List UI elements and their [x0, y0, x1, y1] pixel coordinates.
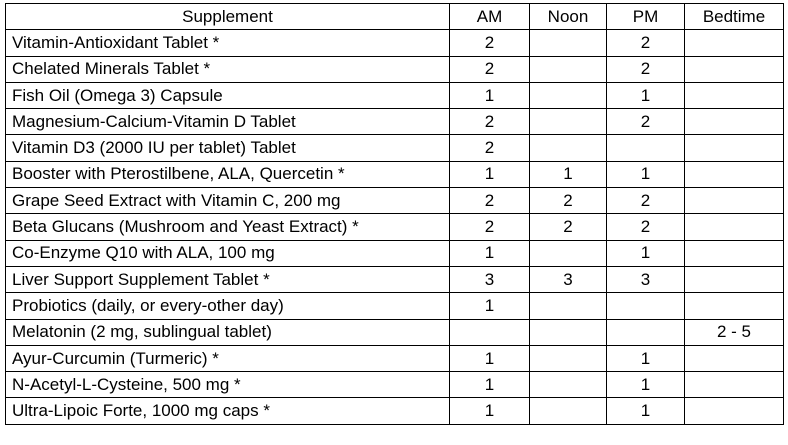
am-dose-cell: [450, 319, 530, 345]
am-dose-cell: 1: [450, 372, 530, 398]
supplement-name-cell: Chelated Minerals Tablet *: [6, 56, 450, 82]
am-dose-cell: 2: [450, 214, 530, 240]
am-dose-cell: 2: [450, 109, 530, 135]
pm-dose-cell: 2: [607, 56, 685, 82]
table-row: [6, 398, 784, 424]
pm-dose-cell: [607, 135, 685, 161]
table-row: [6, 109, 784, 135]
noon-dose-cell: [530, 398, 607, 424]
pm-dose-cell: [607, 293, 685, 319]
bedtime-dose-cell: [685, 188, 784, 214]
bedtime-dose-cell: [685, 56, 784, 82]
noon-dose-cell: 2: [530, 214, 607, 240]
header-am: AM: [450, 4, 530, 30]
bedtime-dose-cell: [685, 30, 784, 56]
pm-dose-cell: 2: [607, 188, 685, 214]
pm-dose-cell: 2: [607, 214, 685, 240]
table-row: [6, 293, 784, 319]
supplement-name-cell: Fish Oil (Omega 3) Capsule: [6, 82, 450, 108]
supplement-name-cell: Probiotics (daily, or every-other day): [6, 293, 450, 319]
am-dose-cell: 2: [450, 56, 530, 82]
table-row: [6, 372, 784, 398]
bedtime-dose-cell: [685, 266, 784, 292]
bedtime-dose-cell: [685, 345, 784, 371]
header-noon: Noon: [530, 4, 607, 30]
supplement-name-cell: Magnesium-Calcium-Vitamin D Tablet: [6, 109, 450, 135]
bedtime-dose-cell: [685, 135, 784, 161]
header-pm: PM: [607, 4, 685, 30]
bedtime-dose-cell: [685, 161, 784, 187]
pm-dose-cell: 1: [607, 240, 685, 266]
noon-dose-cell: [530, 109, 607, 135]
table-row: [6, 240, 784, 266]
noon-dose-cell: [530, 30, 607, 56]
supplement-name-cell: Vitamin D3 (2000 IU per tablet) Tablet: [6, 135, 450, 161]
table-row: [6, 56, 784, 82]
supplement-name-cell: Grape Seed Extract with Vitamin C, 200 mg: [6, 188, 450, 214]
header-supplement: Supplement: [6, 4, 450, 30]
pm-dose-cell: [607, 319, 685, 345]
table-row: [6, 188, 784, 214]
supplement-name-cell: Vitamin-Antioxidant Tablet *: [6, 30, 450, 56]
am-dose-cell: 1: [450, 345, 530, 371]
table-row: [6, 82, 784, 108]
header-bedtime: Bedtime: [685, 4, 784, 30]
noon-dose-cell: [530, 240, 607, 266]
noon-dose-cell: [530, 345, 607, 371]
table-body: [6, 30, 784, 424]
am-dose-cell: 1: [450, 293, 530, 319]
pm-dose-cell: 2: [607, 109, 685, 135]
header-row: [6, 4, 784, 30]
supplement-name-cell: Ayur-Curcumin (Turmeric) *: [6, 345, 450, 371]
pm-dose-cell: 2: [607, 30, 685, 56]
supplement-name-cell: Beta Glucans (Mushroom and Yeast Extract) *: [6, 214, 450, 240]
table-row: [6, 345, 784, 371]
am-dose-cell: 1: [450, 82, 530, 108]
bedtime-dose-cell: 2 - 5: [685, 319, 784, 345]
bedtime-dose-cell: [685, 398, 784, 424]
table-row: [6, 266, 784, 292]
bedtime-dose-cell: [685, 293, 784, 319]
supplement-name-cell: Liver Support Supplement Tablet *: [6, 266, 450, 292]
pm-dose-cell: 1: [607, 398, 685, 424]
am-dose-cell: 2: [450, 30, 530, 56]
supplement-name-cell: Melatonin (2 mg, sublingual tablet): [6, 319, 450, 345]
am-dose-cell: 2: [450, 188, 530, 214]
noon-dose-cell: [530, 56, 607, 82]
supplement-schedule-table: [5, 3, 784, 425]
noon-dose-cell: 1: [530, 161, 607, 187]
table-row: [6, 214, 784, 240]
noon-dose-cell: [530, 372, 607, 398]
noon-dose-cell: 2: [530, 188, 607, 214]
supplement-name-cell: N-Acetyl-L-Cysteine, 500 mg *: [6, 372, 450, 398]
pm-dose-cell: 1: [607, 345, 685, 371]
bedtime-dose-cell: [685, 109, 784, 135]
noon-dose-cell: [530, 293, 607, 319]
noon-dose-cell: [530, 135, 607, 161]
bedtime-dose-cell: [685, 214, 784, 240]
noon-dose-cell: 3: [530, 266, 607, 292]
am-dose-cell: 1: [450, 398, 530, 424]
bedtime-dose-cell: [685, 372, 784, 398]
table-row: [6, 319, 784, 345]
table-row: [6, 161, 784, 187]
table-row: [6, 135, 784, 161]
pm-dose-cell: 3: [607, 266, 685, 292]
am-dose-cell: 1: [450, 161, 530, 187]
supplement-name-cell: Ultra-Lipoic Forte, 1000 mg caps *: [6, 398, 450, 424]
bedtime-dose-cell: [685, 82, 784, 108]
am-dose-cell: 3: [450, 266, 530, 292]
noon-dose-cell: [530, 319, 607, 345]
pm-dose-cell: 1: [607, 372, 685, 398]
table-row: [6, 30, 784, 56]
am-dose-cell: 2: [450, 135, 530, 161]
bedtime-dose-cell: [685, 240, 784, 266]
pm-dose-cell: 1: [607, 161, 685, 187]
noon-dose-cell: [530, 82, 607, 108]
pm-dose-cell: 1: [607, 82, 685, 108]
supplement-name-cell: Co-Enzyme Q10 with ALA, 100 mg: [6, 240, 450, 266]
supplement-name-cell: Booster with Pterostilbene, ALA, Quercetin *: [6, 161, 450, 187]
am-dose-cell: 1: [450, 240, 530, 266]
